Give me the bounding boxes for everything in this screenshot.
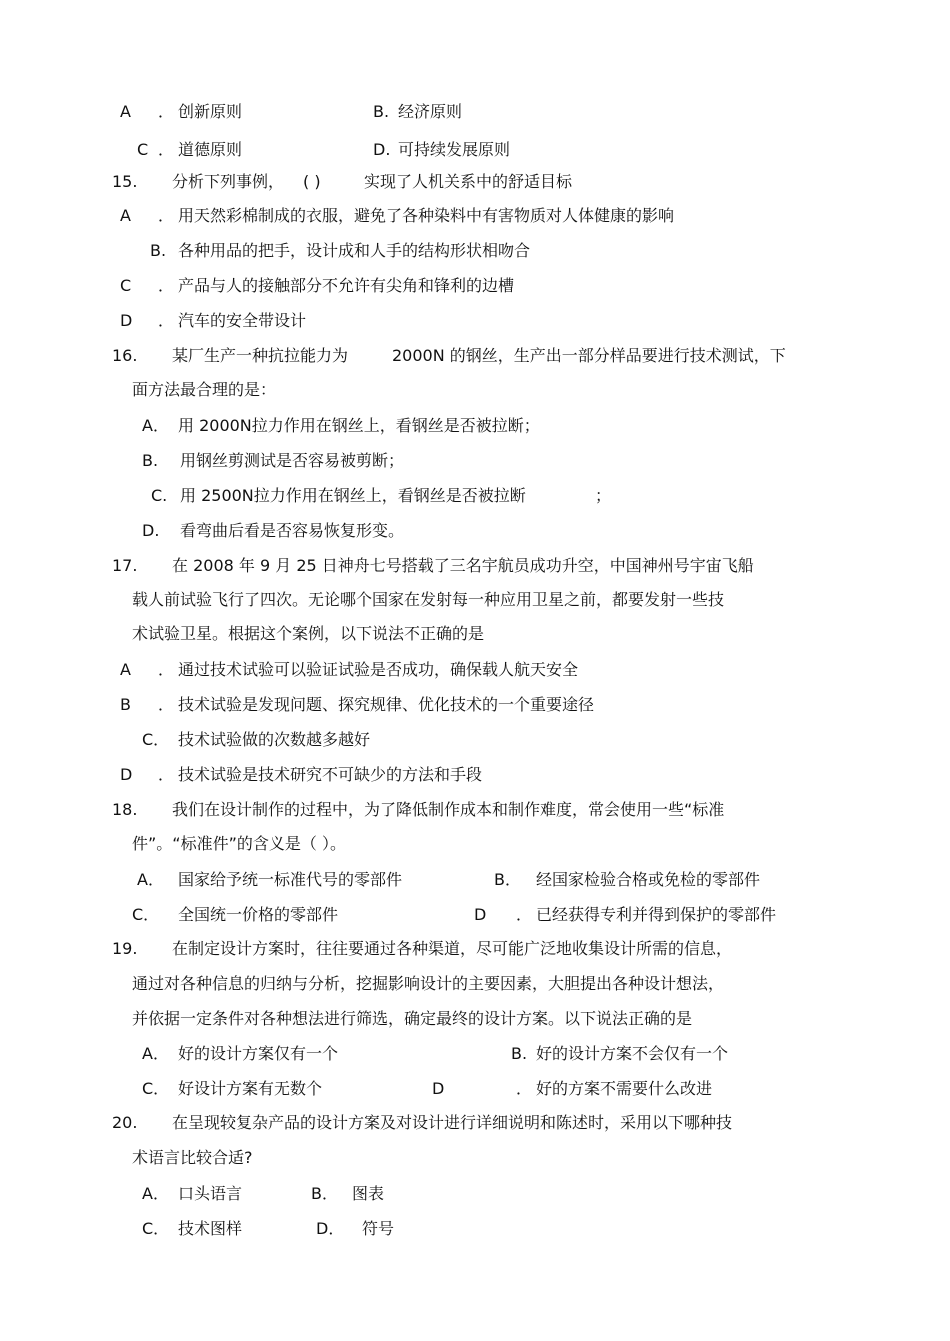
q18-option-b-letter: B．: [494, 870, 521, 889]
q16-option-a-text: 用 2000N拉力作用在钢丝上，看钢丝是否被拉断；: [178, 416, 540, 435]
q15-stem-part2: 实现了人机关系中的舒适目标: [364, 172, 573, 191]
q20-stem-line1: 在呈现较复杂产品的设计方案及对设计进行详细说明和陈述时，采用以下哪种技: [172, 1113, 733, 1132]
q19-stem-line1: 在制定设计方案时，往往要通过各种渠道，尽可能广泛地收集设计所需的信息，: [172, 939, 733, 958]
q14-option-b-text: 经济原则: [398, 102, 463, 121]
q18-option-b-text: 经国家检验合格或免检的零部件: [536, 870, 761, 889]
q19-option-c-letter: C．: [142, 1079, 170, 1098]
q18-option-a-letter: A．: [137, 870, 164, 889]
q16-option-d-text: 看弯曲后看是否容易恢复形变。: [180, 521, 405, 540]
q20-number: 20.: [112, 1113, 138, 1132]
q20-stem-line2: 术语言比较合适?: [132, 1148, 253, 1167]
q20-option-b-letter: B．: [311, 1184, 338, 1203]
q15-option-c-dot: ．: [158, 276, 175, 295]
q19-number: 19.: [112, 939, 138, 958]
q17-number: 17.: [112, 556, 138, 575]
q15-number: 15.: [112, 172, 138, 191]
q18-option-d-letter: D: [474, 905, 487, 924]
q18-stem-line2: 件”。“标准件”的含义是（ ）。: [132, 834, 346, 853]
q20-option-a-letter: A．: [142, 1184, 169, 1203]
q15-option-d-letter: D: [120, 311, 133, 330]
q15-option-a-dot: ．: [158, 206, 175, 225]
q16-option-c-tail: ；: [595, 486, 612, 505]
q16-stem-line2: 面方法最合理的是：: [132, 380, 277, 399]
q16-stem-line1b: 2000N 的钢丝，生产出一部分样品要进行技术测试，下: [392, 346, 786, 365]
q15-option-b-text: 各种用品的把手，设计成和人手的结构形状相吻合: [178, 241, 531, 260]
q16-option-c-text: 用 2500N拉力作用在钢丝上，看钢丝是否被拉断: [180, 486, 526, 505]
q16-option-d-letter: D.: [142, 521, 160, 540]
q17-option-a-dot: ．: [158, 660, 175, 679]
q18-option-c-letter: C．: [132, 905, 160, 924]
q19-option-d-letter: D: [432, 1079, 445, 1098]
q16-number: 16.: [112, 346, 138, 365]
q19-option-b-text: 好的设计方案不会仅有一个: [536, 1044, 729, 1063]
q17-stem-line1: 在 2008 年 9 月 25 日神舟七号搭载了三名宇航员成功升空，中国神州号宇宙飞船: [172, 556, 754, 575]
q20-option-c-letter: C．: [142, 1219, 170, 1238]
q17-stem-line3: 术试验卫星。根据这个案例，以下说法不正确的是: [132, 624, 485, 643]
q14-option-d-text: 可持续发展原则: [398, 140, 511, 159]
q19-option-c-text: 好设计方案有无数个: [178, 1079, 323, 1098]
q18-option-d-text: 已经获得专利并得到保护的零部件: [536, 905, 777, 924]
q18-option-c-text: 全国统一价格的零部件: [178, 905, 339, 924]
q20-option-b-text: 图表: [352, 1184, 385, 1203]
q15-answer-blank: ( ): [303, 172, 321, 191]
q17-option-c-letter: C．: [142, 730, 170, 749]
q14-option-a-letter: A: [120, 102, 131, 121]
q17-option-d-letter: D: [120, 765, 133, 784]
q20-option-d-text: 符号: [362, 1219, 395, 1238]
q17-option-a-letter: A: [120, 660, 131, 679]
q19-option-a-letter: A．: [142, 1044, 169, 1063]
q18-option-d-dot: ．: [516, 905, 533, 924]
q19-option-a-text: 好的设计方案仅有一个: [178, 1044, 339, 1063]
q17-option-c-text: 技术试验做的次数越多越好: [178, 730, 371, 749]
q17-option-b-text: 技术试验是发现问题、探究规律、优化技术的一个重要途径: [178, 695, 595, 714]
q14-option-a-text: 创新原则: [178, 102, 243, 121]
q16-option-c-letter: C.: [151, 486, 168, 505]
q15-option-c-letter: C: [120, 276, 132, 295]
q16-option-a-letter: A．: [142, 416, 169, 435]
q15-option-d-dot: ．: [158, 311, 175, 330]
q14-option-c-text: 道德原则: [178, 140, 243, 159]
q18-stem-line1: 我们在设计制作的过程中，为了降低制作成本和制作难度，常会使用一些“标准: [172, 800, 725, 819]
q16-option-b-text: 用钢丝剪测试是否容易被剪断；: [180, 451, 405, 470]
q16-option-b-letter: B.: [142, 451, 159, 470]
q19-stem-line2: 通过对各种信息的归纳与分析，挖掘影响设计的主要因素，大胆提出各种设计想法，: [132, 974, 725, 993]
q15-stem-part1: 分析下列事例，: [172, 172, 285, 191]
q19-option-b-letter: B.: [511, 1044, 528, 1063]
q15-option-a-text: 用天然彩棉制成的衣服，避免了各种染料中有害物质对人体健康的影响: [178, 206, 675, 225]
q14-option-c-dot: ．: [158, 140, 175, 159]
q15-option-d-text: 汽车的安全带设计: [178, 311, 307, 330]
q17-option-d-text: 技术试验是技术研究不可缺少的方法和手段: [178, 765, 483, 784]
q15-option-a-letter: A: [120, 206, 131, 225]
q17-option-b-dot: ．: [158, 695, 175, 714]
q17-option-d-dot: ．: [158, 765, 175, 784]
q17-option-b-letter: B: [120, 695, 131, 714]
q14-option-b-letter: B.: [373, 102, 390, 121]
q18-number: 18.: [112, 800, 138, 819]
q20-option-c-text: 技术图样: [178, 1219, 243, 1238]
q14-option-c-letter: C: [137, 140, 149, 159]
q16-stem-line1a: 某厂生产一种抗拉能力为: [172, 346, 349, 365]
q17-stem-line2: 载人前试验飞行了四次。无论哪个国家在发射每一种应用卫星之前，都要发射一些技: [132, 590, 725, 609]
q19-option-d-text: 好的方案不需要什么改进: [536, 1079, 713, 1098]
q19-stem-line3: 并依据一定条件对各种想法进行筛选，确定最终的设计方案。以下说法正确的是: [132, 1009, 693, 1028]
q17-option-a-text: 通过技术试验可以验证试验是否成功，确保载人航天安全: [178, 660, 579, 679]
q19-option-d-dot: ．: [516, 1079, 533, 1098]
q15-option-c-text: 产品与人的接触部分不允许有尖角和锋利的边槽: [178, 276, 515, 295]
q18-option-a-text: 国家给予统一标准代号的零部件: [178, 870, 403, 889]
q14-option-a-dot: ．: [158, 102, 175, 121]
q15-option-b-letter: B.: [150, 241, 167, 260]
q20-option-d-letter: D．: [316, 1219, 345, 1238]
q20-option-a-text: 口头语言: [178, 1184, 243, 1203]
q14-option-d-letter: D.: [373, 140, 391, 159]
